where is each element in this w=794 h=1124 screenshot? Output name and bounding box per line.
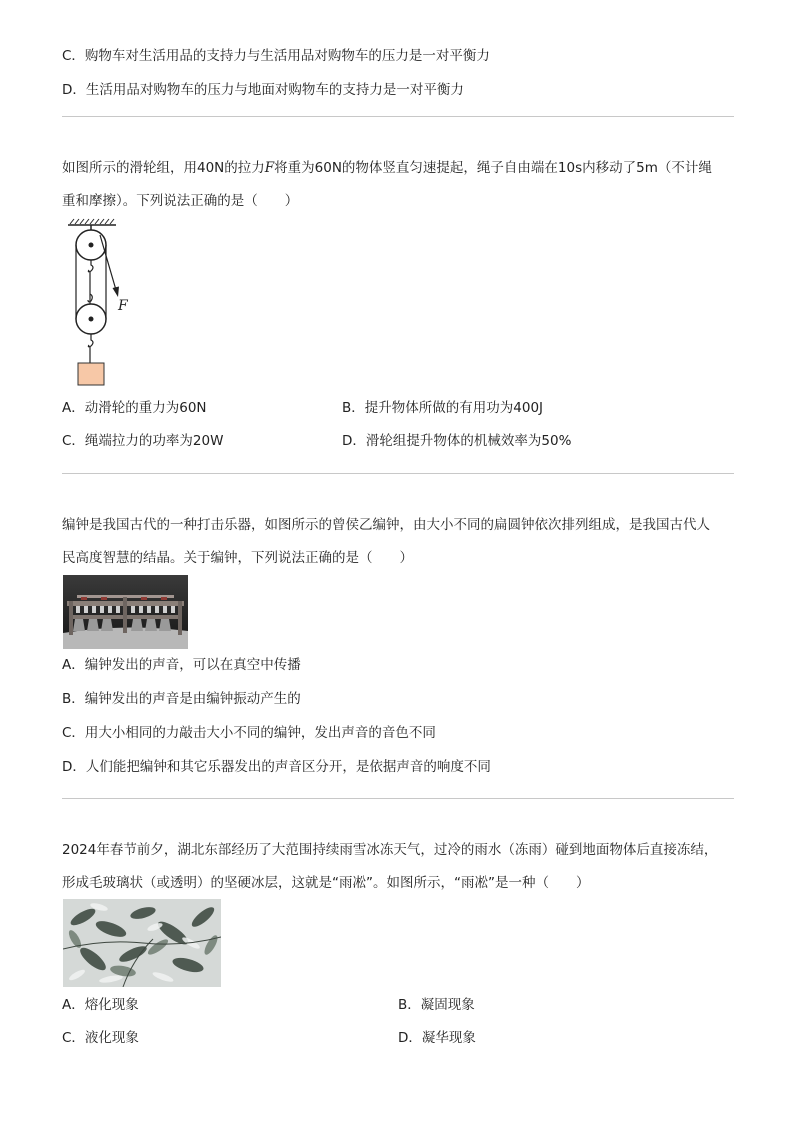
pulley-question-stem-line-2: 重和摩擦）。下列说法正确的是（ ） xyxy=(62,193,299,209)
pulley-option-a: A．动滑轮的重力为60N xyxy=(62,400,207,416)
pulley-option-c: C．绳端拉力的功率为20W xyxy=(62,433,224,449)
rime-question-stem-line-2: 形成毛玻璃状（或透明）的坚硬冰层，这就是“雨凇”。如图所示，“雨凇”是一种（ ） xyxy=(62,875,590,891)
prev-option-d: D．生活用品对购物车的压力与地面对购物车的支持力是一对平衡力 xyxy=(62,82,464,98)
glaze-ice-photo xyxy=(63,899,221,987)
rime-option-a: A．熔化现象 xyxy=(62,997,139,1013)
question-divider xyxy=(62,798,734,799)
question-divider xyxy=(62,116,734,117)
rime-option-d: D．凝华现象 xyxy=(398,1030,476,1046)
bells-question-stem-line-1: 编钟是我国古代的一种打击乐器，如图所示的曾侯乙编钟，由大小不同的扁圆钟依次排列组成，是我国古代人 xyxy=(62,517,710,533)
pulley-option-b: B．提升物体所做的有用功为400J xyxy=(342,400,544,416)
chime-bells-photo xyxy=(63,575,188,649)
pulley-system-figure xyxy=(64,218,144,390)
rime-question-stem-line-1: 2024年春节前夕，湖北东部经历了大范围持续雨雪冰冻天气，过冷的雨水（冻雨）碰到地面物体后直接冻结， xyxy=(62,842,718,858)
bells-option-d: D．人们能把编钟和其它乐器发出的声音区分开，是依据声音的响度不同 xyxy=(62,759,491,775)
prev-option-c: C．购物车对生活用品的支持力与生活用品对购物车的压力是一对平衡力 xyxy=(62,48,490,64)
pulley-option-d: D．滑轮组提升物体的机械效率为50% xyxy=(342,433,572,449)
force-label: F xyxy=(118,298,128,314)
bells-option-a: A．编钟发出的声音，可以在真空中传播 xyxy=(62,657,301,673)
question-divider xyxy=(62,473,734,474)
rime-option-b: B．凝固现象 xyxy=(398,997,475,1013)
force-symbol: F xyxy=(264,160,275,176)
bells-question-stem-line-2: 民高度智慧的结晶。关于编钟，下列说法正确的是（ ） xyxy=(62,550,413,566)
rime-option-c: C．液化现象 xyxy=(62,1030,139,1046)
bells-option-c: C．用大小相同的力敲击大小不同的编钟，发出声音的音色不同 xyxy=(62,725,436,741)
pulley-stem-text-b: 将重为60N的物体竖直匀速提起，绳子自由端在10s内移动了5m（不计绳 xyxy=(274,160,712,176)
bells-option-b: B．编钟发出的声音是由编钟振动产生的 xyxy=(62,691,301,707)
pulley-question-stem-line-1 xyxy=(62,158,712,178)
pulley-stem-text-a: 如图所示的滑轮组，用40N的拉力 xyxy=(62,160,265,176)
